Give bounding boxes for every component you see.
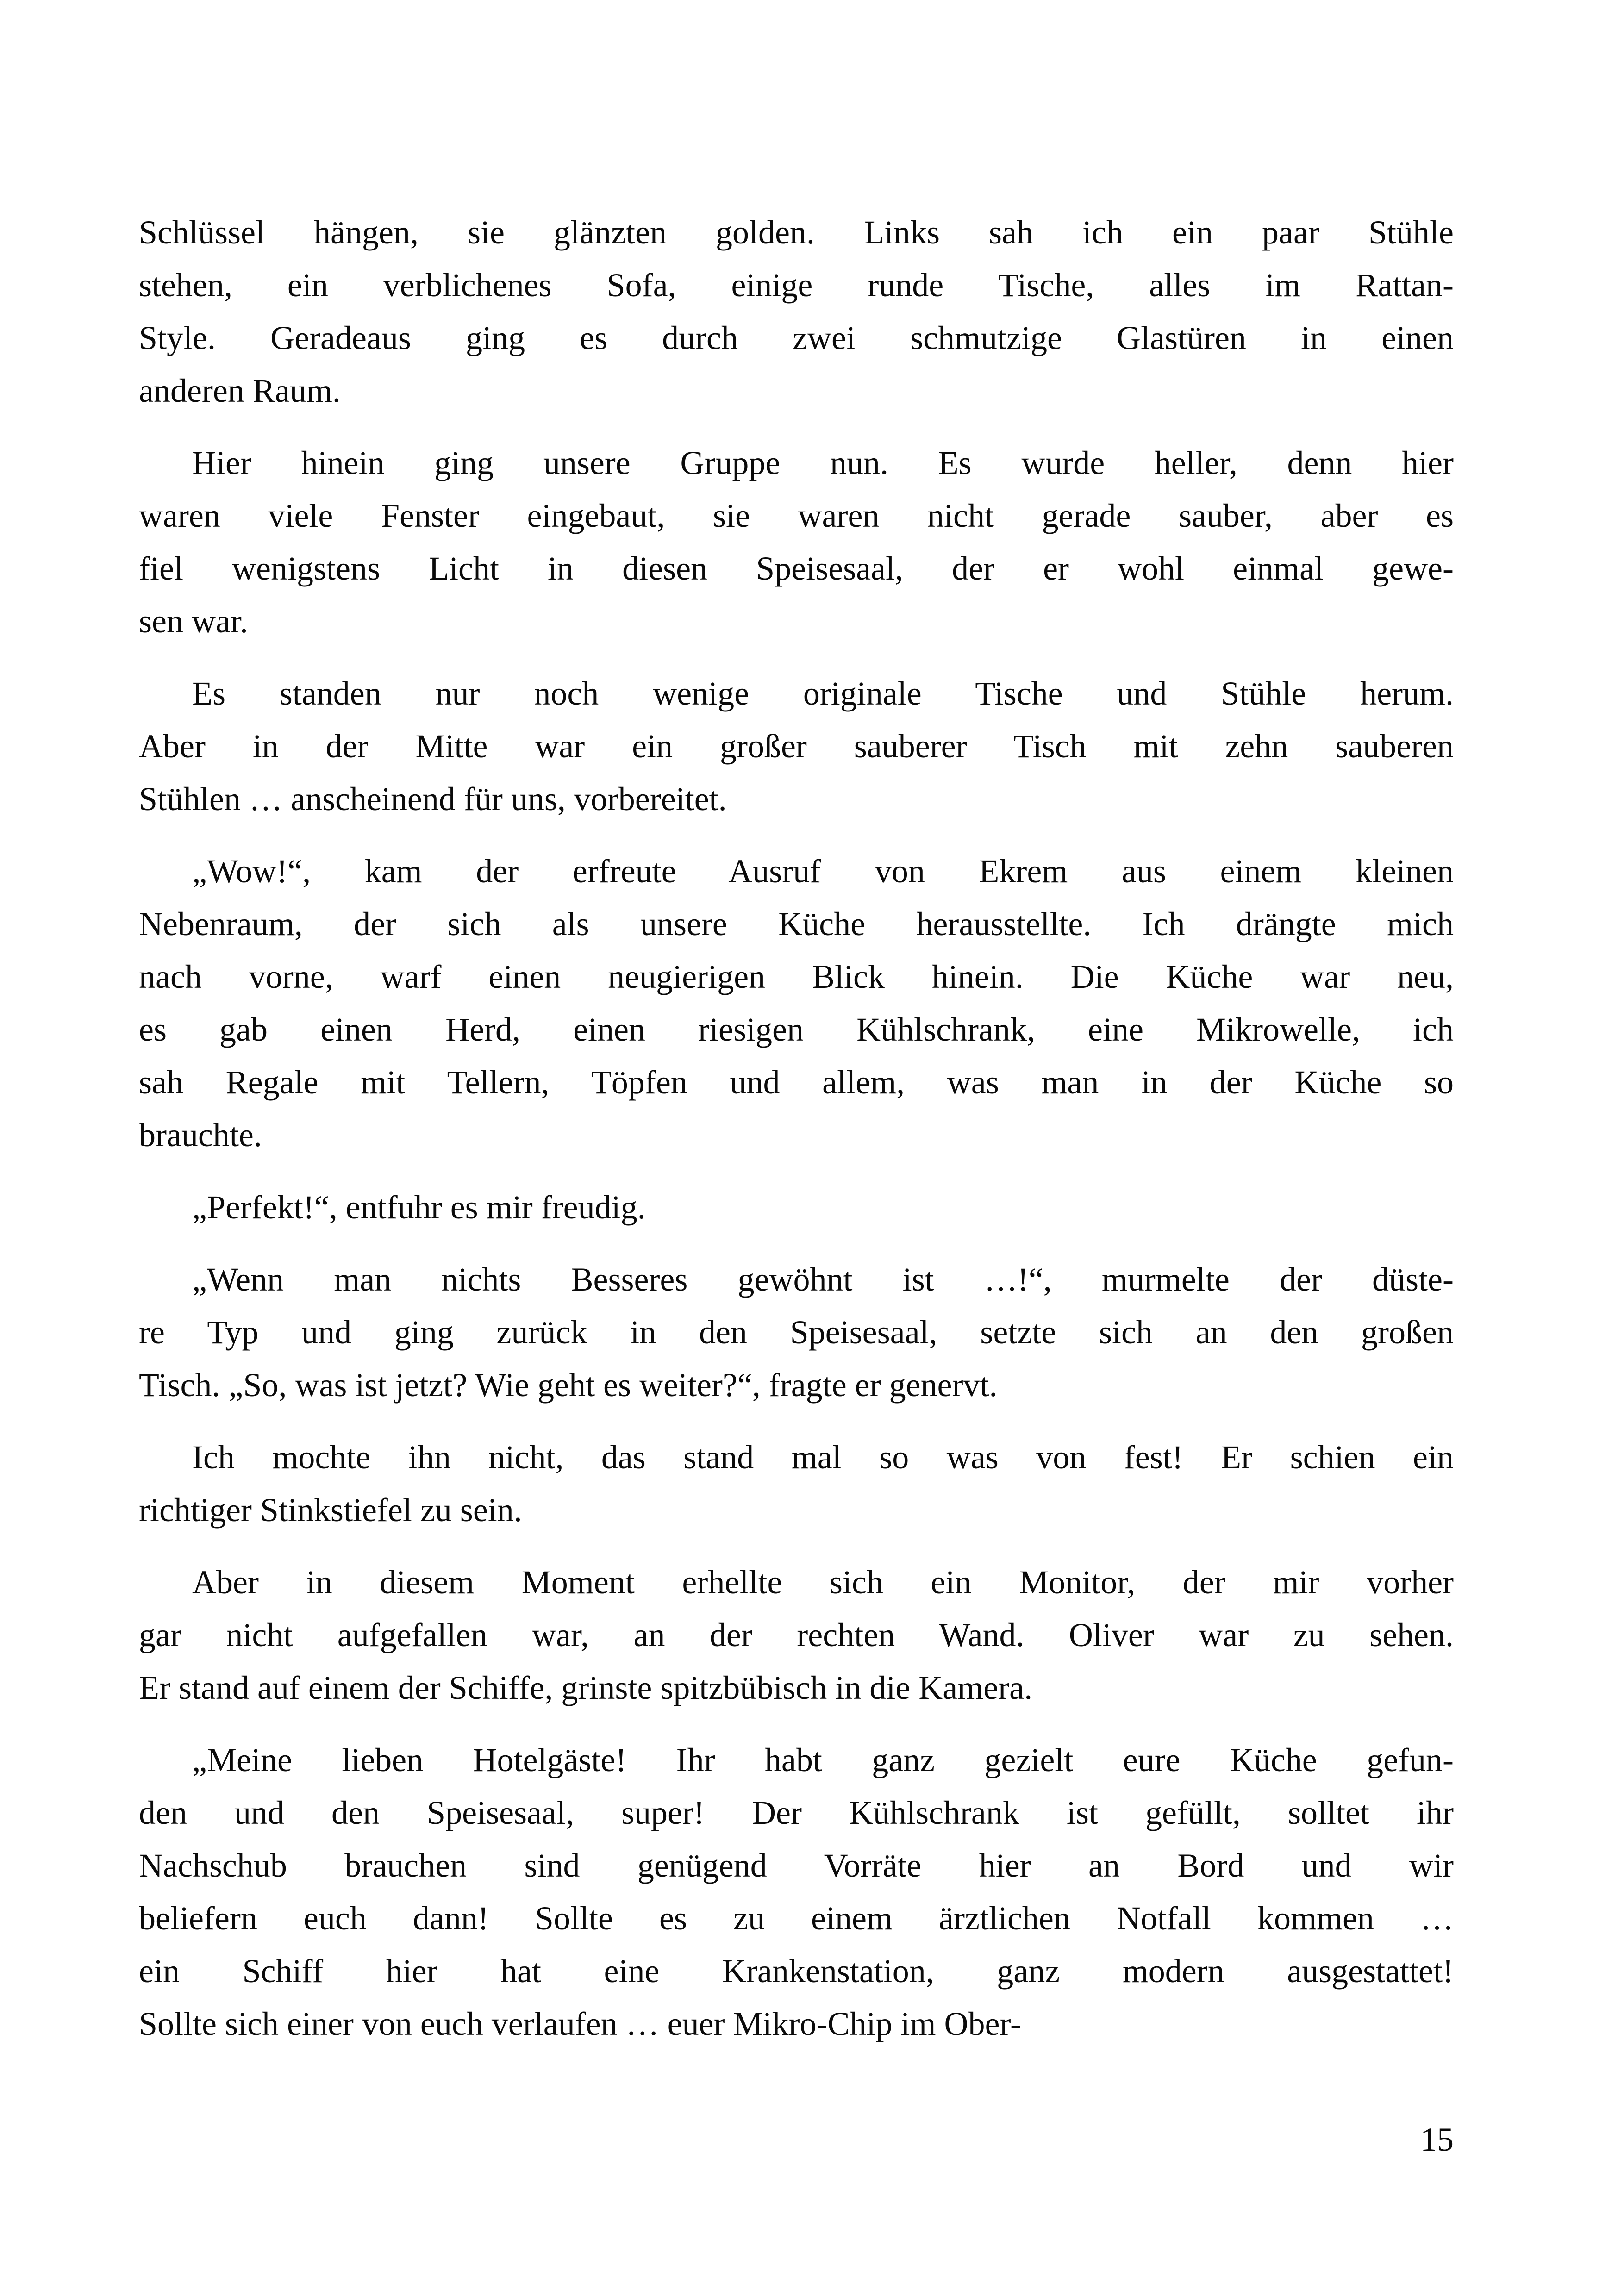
paragraph <box>139 206 1454 417</box>
paragraph <box>139 1556 1454 1714</box>
text-line: Ich mochte ihn nicht, das stand mal so was von fest! Er schien ein <box>192 1439 1454 1476</box>
text-line: Nebenraum, der sich als unsere Küche herausstellte. Ich drängte mich <box>139 905 1454 942</box>
page-text <box>139 206 1454 2050</box>
text-line: Stühlen … anscheinend für uns, vorbereitet. <box>139 780 727 817</box>
text-line: „Wenn man nichts Besseres gewöhnt ist …!“, murmelte der düste- <box>192 1261 1454 1298</box>
text-line: gar nicht aufgefallen war, an der rechten Wand. Oliver war zu sehen. <box>139 1616 1454 1653</box>
text-line: Sollte sich einer von euch verlaufen … euer Mikro-Chip im Ober- <box>139 2005 1021 2042</box>
text-line: Hier hinein ging unsere Gruppe nun. Es wurde heller, denn hier <box>192 444 1454 481</box>
text-line: brauchte. <box>139 1117 262 1154</box>
paragraph <box>139 1181 1454 1234</box>
text-line: ein Schiff hier hat eine Krankenstation, ganz modern ausgestattet! <box>139 1953 1454 1990</box>
paragraph <box>139 1253 1454 1411</box>
text-line: Schlüssel hängen, sie glänzten golden. Links sah ich ein paar Stühle <box>139 214 1454 251</box>
text-line: Aber in diesem Moment erhellte sich ein Monitor, der mir vorher <box>192 1564 1454 1601</box>
text-line: fiel wenigstens Licht in diesen Speisesaal, der er wohl einmal gewe- <box>139 550 1454 587</box>
text-line: re Typ und ging zurück in den Speisesaal, setzte sich an den großen <box>139 1314 1454 1351</box>
text-line: Es standen nur noch wenige originale Tische und Stühle herum. <box>192 675 1454 712</box>
text-line: es gab einen Herd, einen riesigen Kühlschrank, eine Mikrowelle, ich <box>139 1011 1454 1048</box>
text-line: waren viele Fenster eingebaut, sie waren nicht gerade sauber, aber es <box>139 497 1454 534</box>
text-line: richtiger Stinkstiefel zu sein. <box>139 1491 522 1529</box>
text-line: nach vorne, warf einen neugierigen Blick hinein. Die Küche war neu, <box>139 958 1454 995</box>
text-line: stehen, ein verblichenes Sofa, einige runde Tische, alles im Rattan- <box>139 267 1454 304</box>
text-line: Tisch. „So, was ist jetzt? Wie geht es weiter?“, fragte er genervt. <box>139 1366 998 1404</box>
paragraph <box>139 437 1454 648</box>
paragraph <box>139 1734 1454 2050</box>
page-number: 15 <box>1420 2121 1454 2158</box>
text-line: den und den Speisesaal, super! Der Kühlschrank ist gefüllt, solltet ihr <box>139 1794 1454 1831</box>
text-line: sah Regale mit Tellern, Töpfen und allem, was man in der Küche so <box>139 1064 1454 1101</box>
text-line: Nachschub brauchen sind genügend Vorräte hier an Bord und wir <box>139 1847 1454 1884</box>
text-line: sen war. <box>139 603 248 640</box>
paragraph <box>139 667 1454 825</box>
text-line: beliefern euch dann! Sollte es zu einem ärztlichen Notfall kommen … <box>139 1900 1454 1937</box>
text-line: „Meine lieben Hotelgäste! Ihr habt ganz gezielt eure Küche gefun- <box>192 1741 1454 1778</box>
text-line: Style. Geradeaus ging es durch zwei schmutzige Glastüren in einen <box>139 319 1454 356</box>
text-line: „Perfekt!“, entfuhr es mir freudig. <box>192 1189 646 1226</box>
text-line: Aber in der Mitte war ein großer sauberer Tisch mit zehn sauberen <box>139 728 1454 765</box>
text-line: Er stand auf einem der Schiffe, grinste spitzbübisch in die Kamera. <box>139 1669 1033 1706</box>
text-line: anderen Raum. <box>139 372 341 409</box>
text-line: „Wow!“, kam der erfreute Ausruf von Ekrem aus einem kleinen <box>192 853 1454 890</box>
paragraph <box>139 1431 1454 1536</box>
paragraph <box>139 845 1454 1161</box>
